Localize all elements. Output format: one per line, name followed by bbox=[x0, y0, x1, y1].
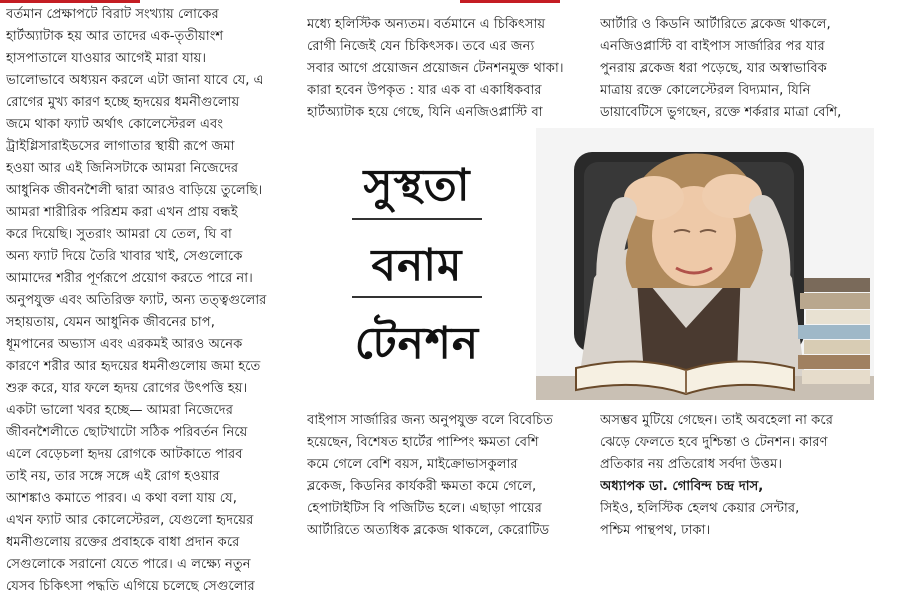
article-text-line: অন্য ফ্যাট দিয়ে তৈরি খাবার খাই, সেগুলোকে bbox=[6, 249, 243, 264]
article-text-line: জমে থাকা ফ্যাট অর্থাৎ কোলেস্টেরল এবং bbox=[6, 117, 224, 132]
article-text-line: অনুপযুক্ত এবং অতিরিক্ত ফ্যাট, অন্য তত্ত্বগুলোর bbox=[6, 293, 267, 308]
author-address: পশ্চিম পান্থপথ, ঢাকা। bbox=[600, 523, 711, 538]
article-text-line: মাত্রায় রক্তে কোলেস্টেরল বিদ্যমান, যিনি bbox=[600, 83, 811, 98]
top-accent-bar bbox=[0, 0, 140, 3]
article-text-line: মধ্যে হলিস্টিক অন্যতম। বর্তমানে এ চিকিৎসায় bbox=[307, 17, 546, 32]
article-text-line: এনজিওপ্লাস্টি বা বাইপাস সার্জারির পর যার bbox=[600, 39, 825, 54]
article-text-line: হেপাটাইটিস বি পজিটিভ হলে। এছাড়া পায়ের bbox=[307, 501, 542, 516]
article-text-line: ধমনীগুলোয় রক্তের প্রবাহকে বাধা প্রদান করে bbox=[6, 535, 240, 550]
article-text-line: হয়েছেন, বিশেষত হার্টের পাম্পিং ক্ষমতা বেশি bbox=[307, 435, 539, 450]
article-text-line: এখন ফ্যাট আর কোলেস্টেরল, যেগুলো হৃদয়ের bbox=[6, 513, 254, 528]
author-designation: সিইও, হলিস্টিক হেলথ কেয়ার সেন্টার, bbox=[600, 501, 800, 516]
headline-word-3: টেনশন bbox=[354, 318, 480, 369]
article-text-line: করে দিয়েছি। সুতরাং আমরা যে তেল, ঘি বা bbox=[6, 227, 232, 242]
article-column-2-top bbox=[307, 14, 592, 124]
top-accent-bar bbox=[460, 0, 560, 3]
article-text-line: ধূমপানের অভ্যাস এবং এরকমই আরও অনেক bbox=[6, 337, 243, 352]
article-text-line: হার্টঅ্যাটাক হয়ে গেছে, যিনি এনজিওপ্লাস্টি বা bbox=[307, 105, 543, 120]
article-text-line: কারা হবেন উপকৃত : যার এক বা একাধিকবার bbox=[307, 83, 542, 98]
article-text-line: বর্তমান প্রেক্ষাপটে বিরাট সংখ্যায় লোকের bbox=[6, 7, 219, 22]
article-text-line: একটা ভালো খবর হচ্ছে— আমরা নিজেদের bbox=[6, 403, 233, 418]
article-text-line: তাই নয়, তার সঙ্গে সঙ্গে এই রোগ হওয়ার bbox=[6, 469, 220, 484]
article-text-line: আর্টারিতে অত্যধিক ব্লকেজ থাকলে, কেরোটিড bbox=[307, 523, 550, 538]
article-text-line: কমে গেলে বেশি বয়স, মাইক্রোভাসকুলার bbox=[307, 457, 518, 472]
article-text-line: ডায়াবেটিসে ভুগছেন, রক্তে শর্করার মাত্রা বেশি, bbox=[600, 105, 842, 120]
article-text-line: সবার আগে প্রয়োজন প্রয়োজন টেনশনমুক্ত থাকা। bbox=[307, 61, 564, 76]
article-column-1 bbox=[6, 4, 292, 598]
article-text-line: পুনরায় ব্লকেজ ধরা পড়েছে, যার অস্বাভাবিক bbox=[600, 61, 827, 76]
article-text-line: রোগী নিজেই যেন চিকিৎসক। তবে এর জন্য bbox=[307, 39, 535, 54]
article-text-line: হার্টঅ্যাটাক হয় আর তাদের এক-তৃতীয়াংশ bbox=[6, 29, 224, 44]
headline-divider bbox=[352, 296, 482, 298]
stressed-woman-photo bbox=[536, 128, 874, 400]
conclusion-line: অসম্ভব মুটিয়ে গেছেন। তাই অবহেলা না করে bbox=[600, 413, 833, 428]
headline-word-1: সুস্থতা bbox=[363, 160, 471, 211]
author-name: অধ্যাপক ডা. গোবিন্দ চন্দ্র দাস, bbox=[600, 479, 764, 494]
article-text-line: আর্টারি ও কিডনি আর্টারিতে ব্লকেজ থাকলে, bbox=[600, 17, 831, 32]
headline-divider bbox=[352, 218, 482, 220]
article-column-2-bottom bbox=[307, 410, 592, 542]
article-text-line: সেগুলোকে সরানো যেতে পারে। এ লক্ষ্যে নতুন bbox=[6, 557, 251, 572]
article-text-line: হওয়া আর এই জিনিসটাকে আমরা নিজেদের bbox=[6, 161, 239, 176]
article-text-line: আমাদের শরীর পূর্ণরূপে প্রয়োগ করতে পারে না। bbox=[6, 271, 253, 286]
article-text-line: আধুনিক জীবনশৈলী দ্বারা আরও বাড়িয়ে তুলেছি। bbox=[6, 183, 263, 198]
article-text-line: জীবনশৈলীতে ছোটখাটো সঠিক পরিবর্তন নিয়ে bbox=[6, 425, 248, 440]
article-text-line: ব্লকেজ, কিডনির কার্যকরী ক্ষমতা কমে গেলে, bbox=[307, 479, 537, 494]
article-text-line: আশঙ্কাও কমাতে পারব। এ কথা বলা যায় যে, bbox=[6, 491, 237, 506]
article-text-line: ট্রাইগ্লিসারাইডসের লাগাতার স্থায়ী রূপে জমা bbox=[6, 139, 235, 154]
article-text-line: আমরা শারীরিক পরিশ্রম করা এখন প্রায় বন্ধই bbox=[6, 205, 238, 220]
article-text-line: হাসপাতালে যাওয়ার আগেই মারা যায়। bbox=[6, 51, 207, 66]
article-column-3-top bbox=[600, 14, 892, 124]
conclusion-line: প্রতিকার নয় প্রতিরোধ সর্বদা উত্তম। bbox=[600, 457, 783, 472]
article-column-3-bottom bbox=[600, 410, 892, 542]
article-text-line: সহায়তায়, যেমন আধুনিক জীবনের চাপ, bbox=[6, 315, 215, 330]
article-text-line: কারণে শরীর আর হৃদয়ের ধমনীগুলোয় জমা হতে bbox=[6, 359, 261, 374]
article-text-line: রোগের মুখ্য কারণ হচ্ছে হৃদয়ের ধমনীগুলোয় bbox=[6, 95, 240, 110]
article-text-line: যেসব চিকিৎসা পদ্ধতি এগিয়ে চলেছে সেগুলোর bbox=[6, 579, 255, 594]
conclusion-line: ঝেড়ে ফেলতে হবে দুশ্চিন্তা ও টেনশন। কারণ bbox=[600, 435, 828, 450]
article-text-line: ভালোভাবে অধ্যয়ন করলে এটা জানা যাবে যে, এ bbox=[6, 73, 264, 88]
headline-word-2: বনাম bbox=[371, 240, 463, 291]
article-text-line: এলে বেড়েচলা হৃদয় রোগকে আটকাতে পারব bbox=[6, 447, 243, 462]
article-text-line: বাইপাস সার্জারির জন্য অনুপযুক্ত বলে বিবেচিত bbox=[307, 413, 554, 428]
article-text-line: শুরু করে, যার ফলে হৃদয় রোগের উৎপত্তি হয়। bbox=[6, 381, 248, 396]
